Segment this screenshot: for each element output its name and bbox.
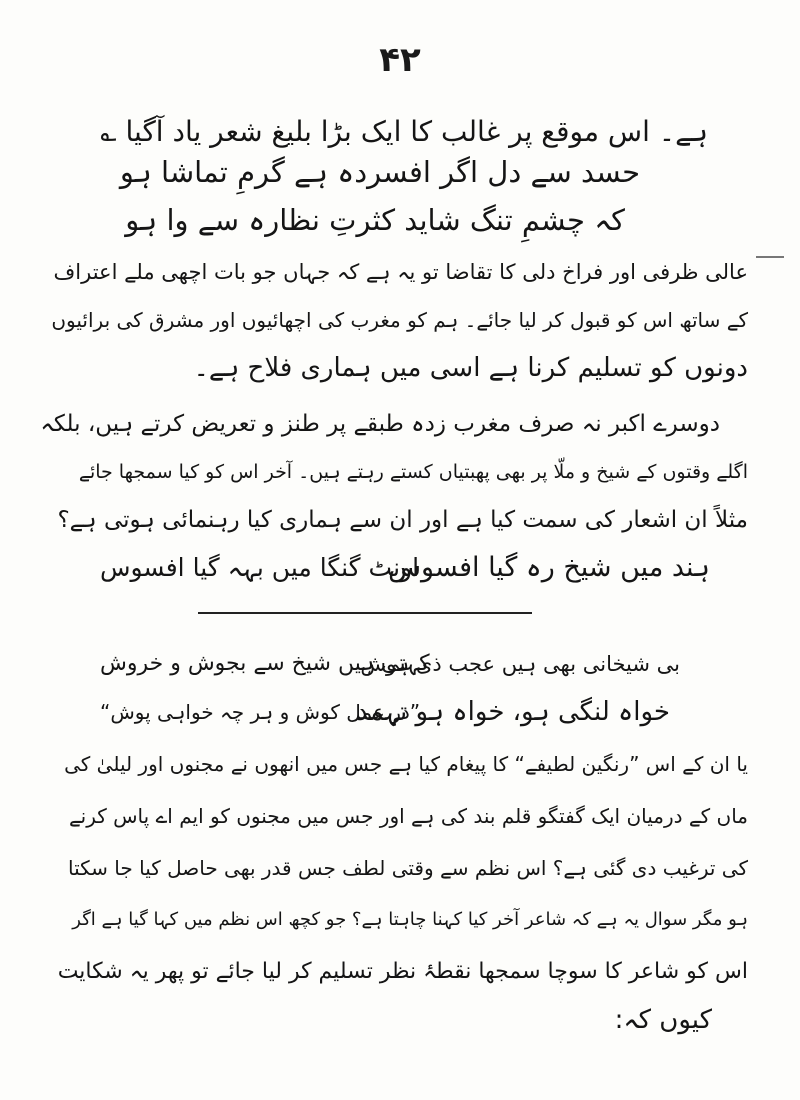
paragraph-3-line-3: کی ترغیب دی گئی ہے؟ اس نظم سے وقتی لطف جس قدر بھی حاصل کیا جا سکتا [68, 856, 748, 880]
verse-3-line-2-left: ”در عمل کوش و ہر چہ خواہی پوش“ [100, 700, 421, 724]
verse-1-line-2: کہ چشمِ تنگ شاید کثرتِ نظارہ سے وا ہو [125, 203, 625, 237]
verse-3-line-1-right: بی شیخانی بھی ہیں عجب ذی ہوش [360, 652, 680, 676]
section-divider [198, 612, 532, 614]
paragraph-3-line-6: کیوں کہ: [614, 1005, 712, 1035]
paragraph-3-line-4: ہو مگر سوال یہ ہے کہ شاعر آخر کیا کہنا چاہتا ہے؟ جو کچھ اس نظم میں کہا گیا ہے اگر [72, 909, 748, 930]
verse-3-line-1-left: کہتی ہیں شیخ سے بجوش و خروش [100, 651, 430, 676]
paragraph-3-line-5: اس کو شاعر کا سوچا سمجھا نقطۂ نظر تسلیم کر لیا جائے تو پھر یہ شکایت [57, 959, 748, 984]
paragraph-3-line-2: ماں کے درمیان ایک گفتگو قلم بند کی ہے اور جس میں مجنوں کو ایم اے پاس کرنے [68, 804, 748, 828]
paragraph-1-line-2: کے ساتھ اس کو قبول کر لیا جائے۔ ہم کو مغرب کی اچھائیوں اور مشرق کی برائیوں [51, 308, 748, 332]
paragraph-1-line-1: عالی ظرفی اور فراخ دلی کا تقاضا تو یہ ہے کہ جہاں جو بات اچھی ملے اعتراف [53, 260, 748, 284]
verse-3-line-2-right: خواہ لنگی ہو، خواہ ہو تہمد [356, 697, 670, 727]
paragraph-2-line-2: اگلے وقتوں کے شیخ و ملّا پر بھی پھبتیاں کستے رہتے ہیں۔ آخر اس کو کیا سمجھا جائے [78, 461, 748, 483]
verse-2-left: اونٹ گنگا میں بہہ گیا افسوس [100, 553, 420, 582]
verse-1-line-1: حسد سے دل اگر افسردہ ہے گرمِ تماشا ہو [119, 155, 640, 189]
paragraph-2-line-3: مثلاً ان اشعار کی سمت کیا ہے اور ان سے ہماری کیا رہنمائی ہوتی ہے؟ [57, 507, 748, 533]
paragraph-1-line-3: دونوں کو تسلیم کرنا ہے اسی میں ہماری فلاح ہے۔ [193, 353, 748, 383]
paragraph-2-line-1: دوسرے اکبر نہ صرف مغرب زدہ طبقے پر طنز و تعریض کرتے ہیں، بلکہ [40, 411, 720, 437]
paragraph-3-line-1: یا ان کے اس ”رنگین لطیفے“ کا پیغام کیا ہے جس میں انھوں نے مجنوں اور لیلیٰ کی [64, 752, 748, 776]
margin-mark [756, 256, 784, 258]
page-number: ۴۲ [379, 40, 421, 80]
verse-2-right: ہند میں شیخ رہ گیا افسوس [388, 552, 710, 583]
intro-line: ہے۔ اس موقع پر غالب کا ایک بڑا بلیغ شعر یاد آگیا ؎ [100, 115, 708, 148]
